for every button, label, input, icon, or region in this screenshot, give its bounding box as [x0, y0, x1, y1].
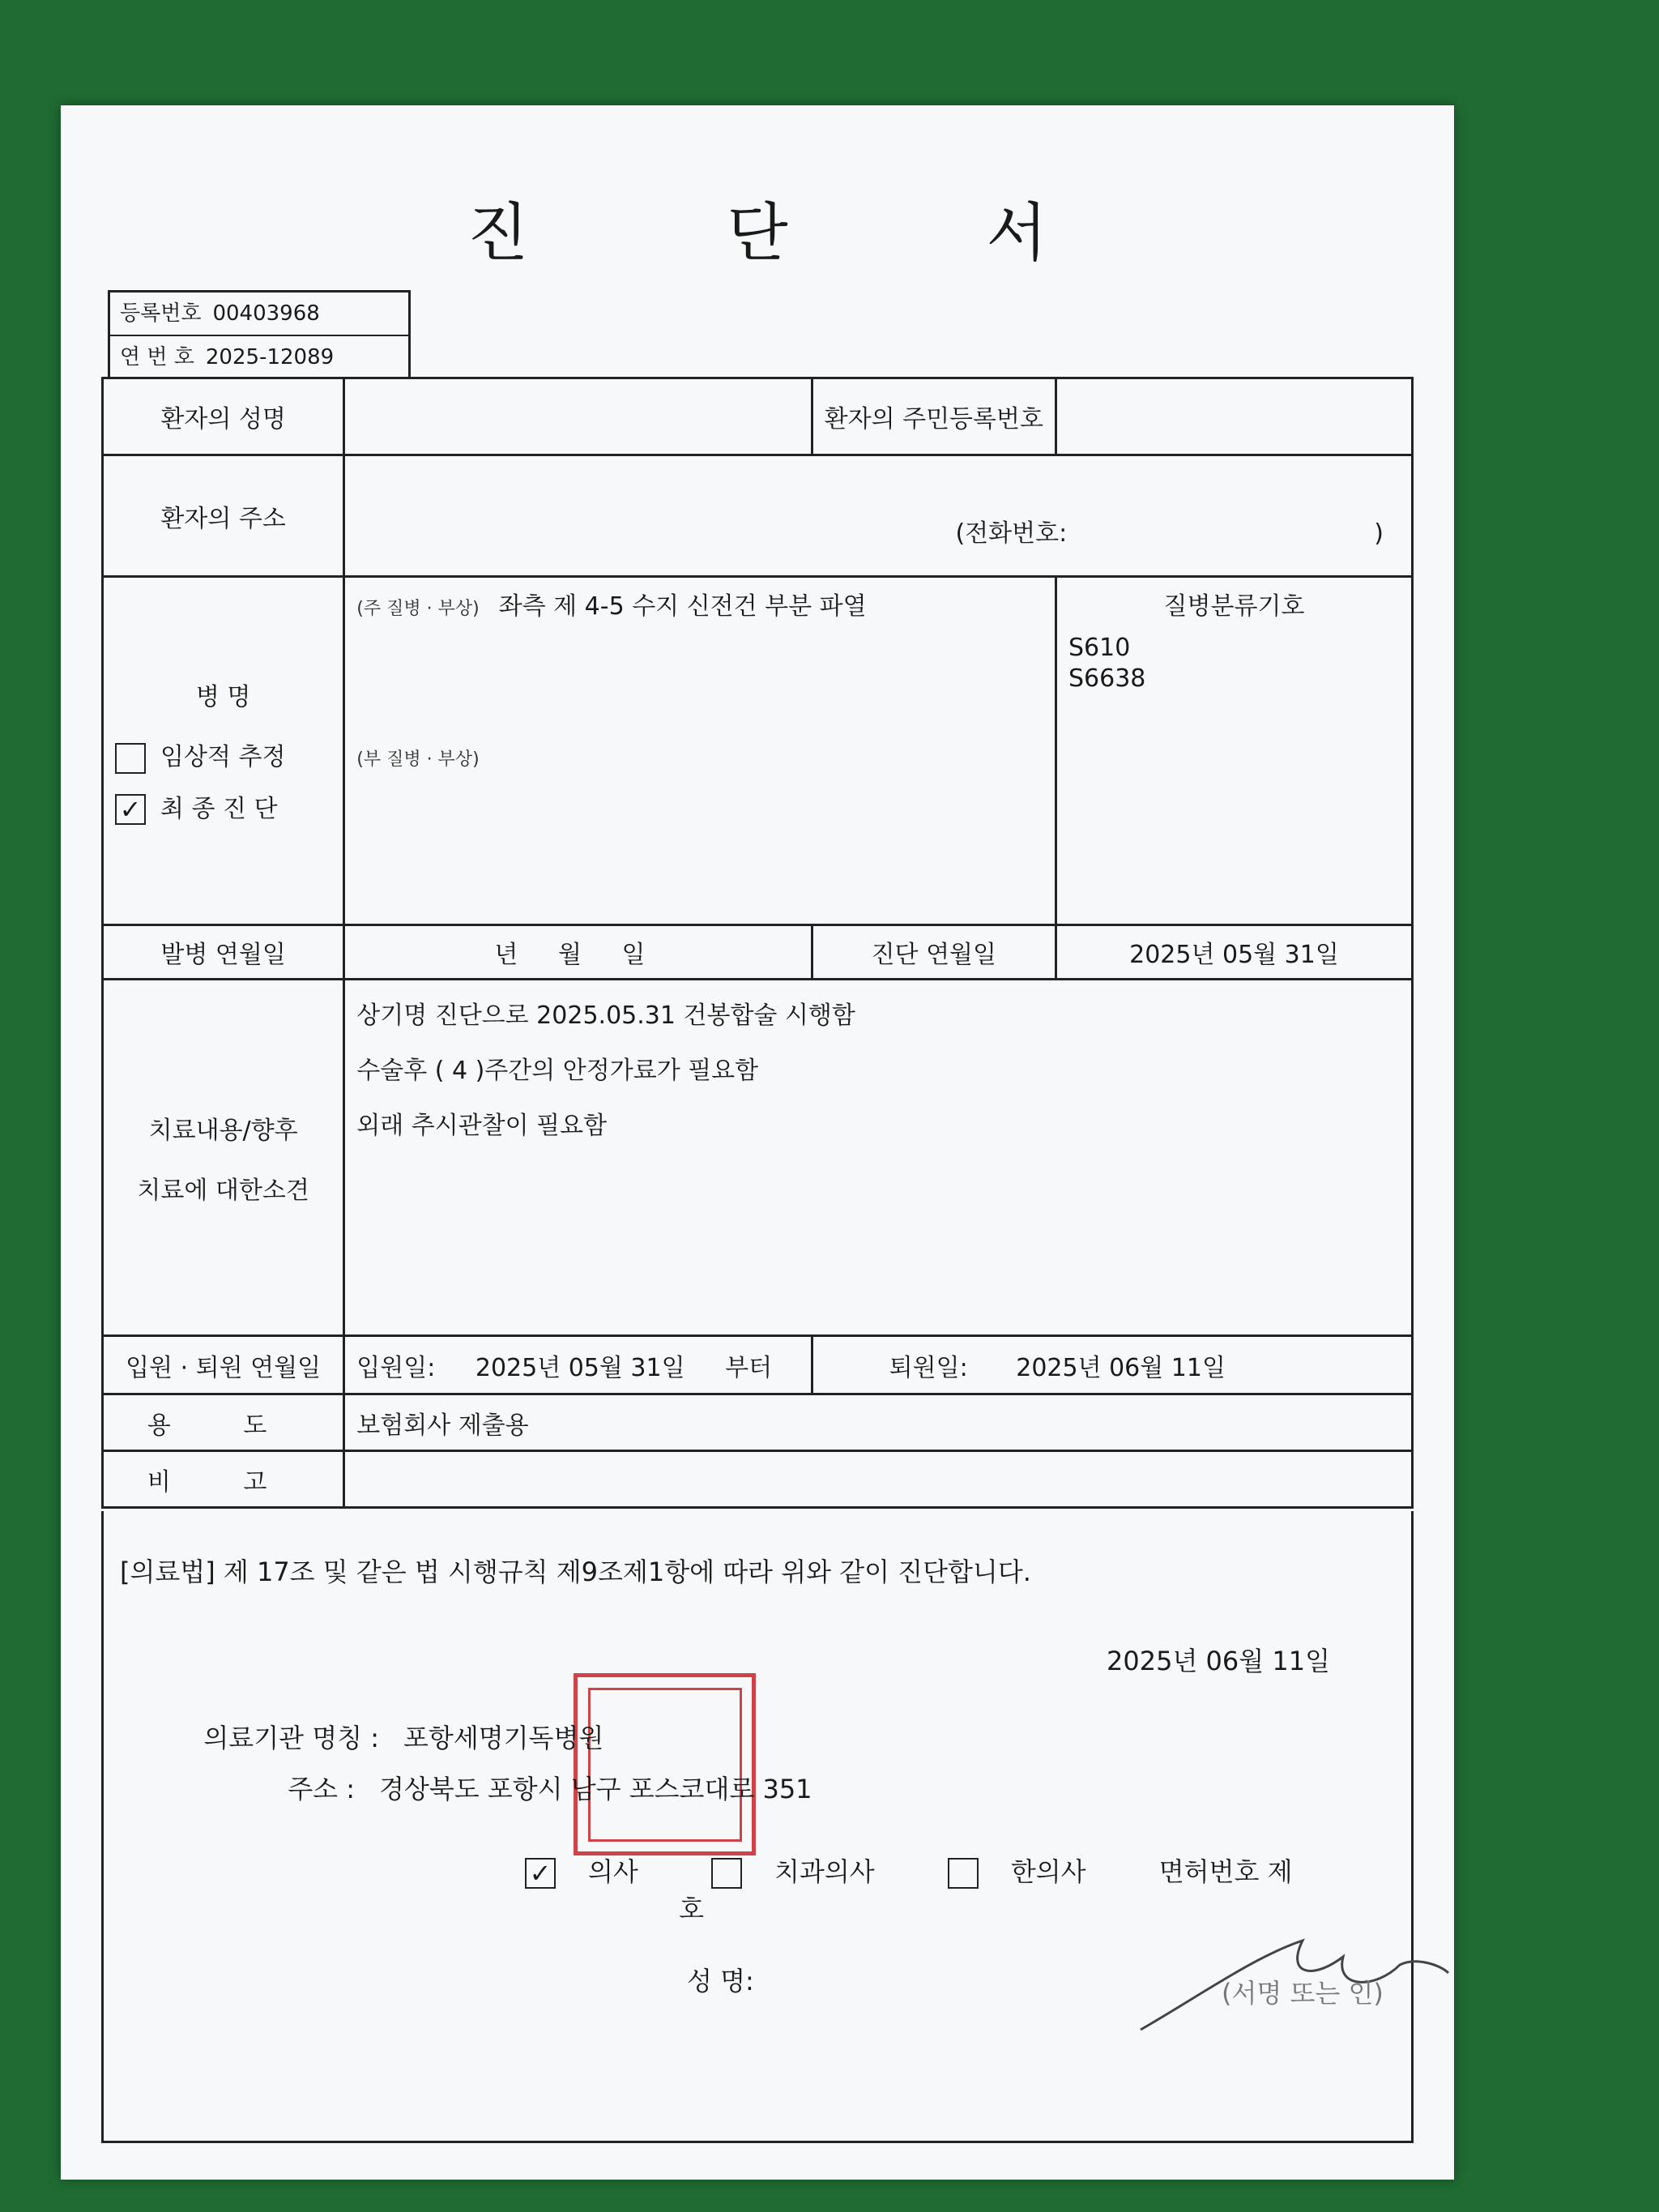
patient-id [1056, 378, 1412, 455]
registration-box [108, 290, 411, 379]
address-label: 환자의 주소 [103, 455, 344, 577]
serial-label: 연 번 호 [120, 345, 194, 369]
onset-label: 발병 연월일 [103, 925, 344, 980]
code-2: S6638 [1068, 664, 1146, 693]
institution-name: 포항세명기독병원 [403, 1723, 604, 1753]
license-suffix: 호 [679, 1894, 705, 1924]
reg-number: 00403968 [212, 301, 320, 326]
onset-value: 년 월 일 [344, 925, 812, 980]
institution-address: 경상북도 포항시 남구 포스코대로 351 [379, 1774, 812, 1804]
admission-label: 입원 · 퇴원 연월일 [103, 1336, 344, 1394]
treatment-label-1: 치료내용/향후 [148, 1116, 298, 1145]
phone-label: (전화번호: [955, 519, 1068, 548]
institution-label: 의료기관 명칭 : [203, 1723, 379, 1753]
license-label: 면허번호 제 [1158, 1856, 1293, 1887]
diagnosis-label: 병 명 [195, 683, 251, 711]
license-row [525, 1851, 1411, 1926]
name-label: 환자의 성명 [103, 378, 344, 455]
address-cell: (전화번호: ) [344, 455, 1413, 577]
diag-date: 2025년 05월 31일 [1056, 925, 1412, 980]
dentist-checkbox[interactable] [711, 1858, 742, 1889]
purpose-value: 보험회사 제출용 [344, 1394, 1413, 1451]
sub-tag: (부 질병 · 부상) [356, 749, 480, 770]
legal-statement: [의료법] 제 17조 및 같은 법 시행규칙 제9조제1항에 따라 위와 같이 진단합니다. [120, 1557, 1031, 1587]
hospital-seal [574, 1673, 756, 1855]
signature-note: (서명 또는 인) [1222, 1978, 1384, 2009]
treatment-line-1: 상기명 진단으로 2025.05.31 건봉합술 시행함 [356, 1001, 855, 1030]
treatment-line-2: 수술후 ( 4 )주간의 안정가료가 필요함 [356, 1057, 759, 1085]
code-1: S610 [1068, 634, 1131, 662]
clinical-label: 임상적 추정 [160, 743, 286, 771]
diagnosis-form-table [101, 377, 1414, 1509]
diagnosis-label-cell [103, 577, 344, 925]
remarks-label: 비 고 [103, 1451, 344, 1508]
reg-label: 등록번호 [120, 301, 202, 326]
issuance-section [101, 1511, 1414, 2143]
clinical-checkbox[interactable] [115, 743, 146, 774]
codes-label: 질병분류기호 [1163, 592, 1305, 621]
remarks-value [344, 1451, 1413, 1508]
doctor-label: 의사 [588, 1856, 638, 1887]
oriental-checkbox[interactable] [948, 1858, 979, 1889]
main-diagnosis: 좌측 제 4-5 수지 신전건 부분 파열 [498, 592, 867, 621]
out-date: 2025년 06월 11일 [1016, 1353, 1226, 1382]
issue-date: 2025년 06월 11일 [1107, 1646, 1330, 1676]
out-label: 퇴원일: [889, 1353, 968, 1382]
diagnosis-cell [344, 577, 1056, 925]
admission-out-cell [812, 1336, 1412, 1394]
dentist-label: 치과의사 [774, 1856, 875, 1887]
treatment-label-cell [103, 980, 344, 1336]
treatment-cell [344, 980, 1413, 1336]
admission-in-cell [344, 1336, 812, 1394]
oriental-label: 한의사 [1010, 1856, 1086, 1887]
treatment-label-2: 치료에 대한소견 [137, 1176, 309, 1205]
diag-date-label: 진단 연월일 [812, 925, 1056, 980]
serial-number: 2025-12089 [205, 345, 335, 369]
final-checkbox[interactable]: ✓ [115, 794, 146, 825]
codes-cell [1056, 577, 1412, 925]
institution-addr-label: 주소 : [288, 1774, 355, 1804]
from-label: 부터 [725, 1353, 773, 1382]
document-title: 진 단 서 [467, 197, 1137, 270]
in-label: 입원일: [356, 1353, 436, 1382]
signature-label: 성 명: [687, 1966, 754, 1996]
doctor-checkbox[interactable]: ✓ [525, 1858, 556, 1889]
final-label: 최 종 진 단 [160, 794, 278, 823]
purpose-label: 용 도 [103, 1394, 344, 1451]
document-paper [61, 105, 1454, 2180]
treatment-line-3: 외래 추시관찰이 필요함 [356, 1112, 608, 1140]
in-date: 2025년 05월 31일 [475, 1353, 685, 1382]
main-tag: (주 질병 · 부상) [356, 599, 480, 619]
id-label: 환자의 주민등록번호 [812, 378, 1056, 455]
patient-name [344, 378, 812, 455]
